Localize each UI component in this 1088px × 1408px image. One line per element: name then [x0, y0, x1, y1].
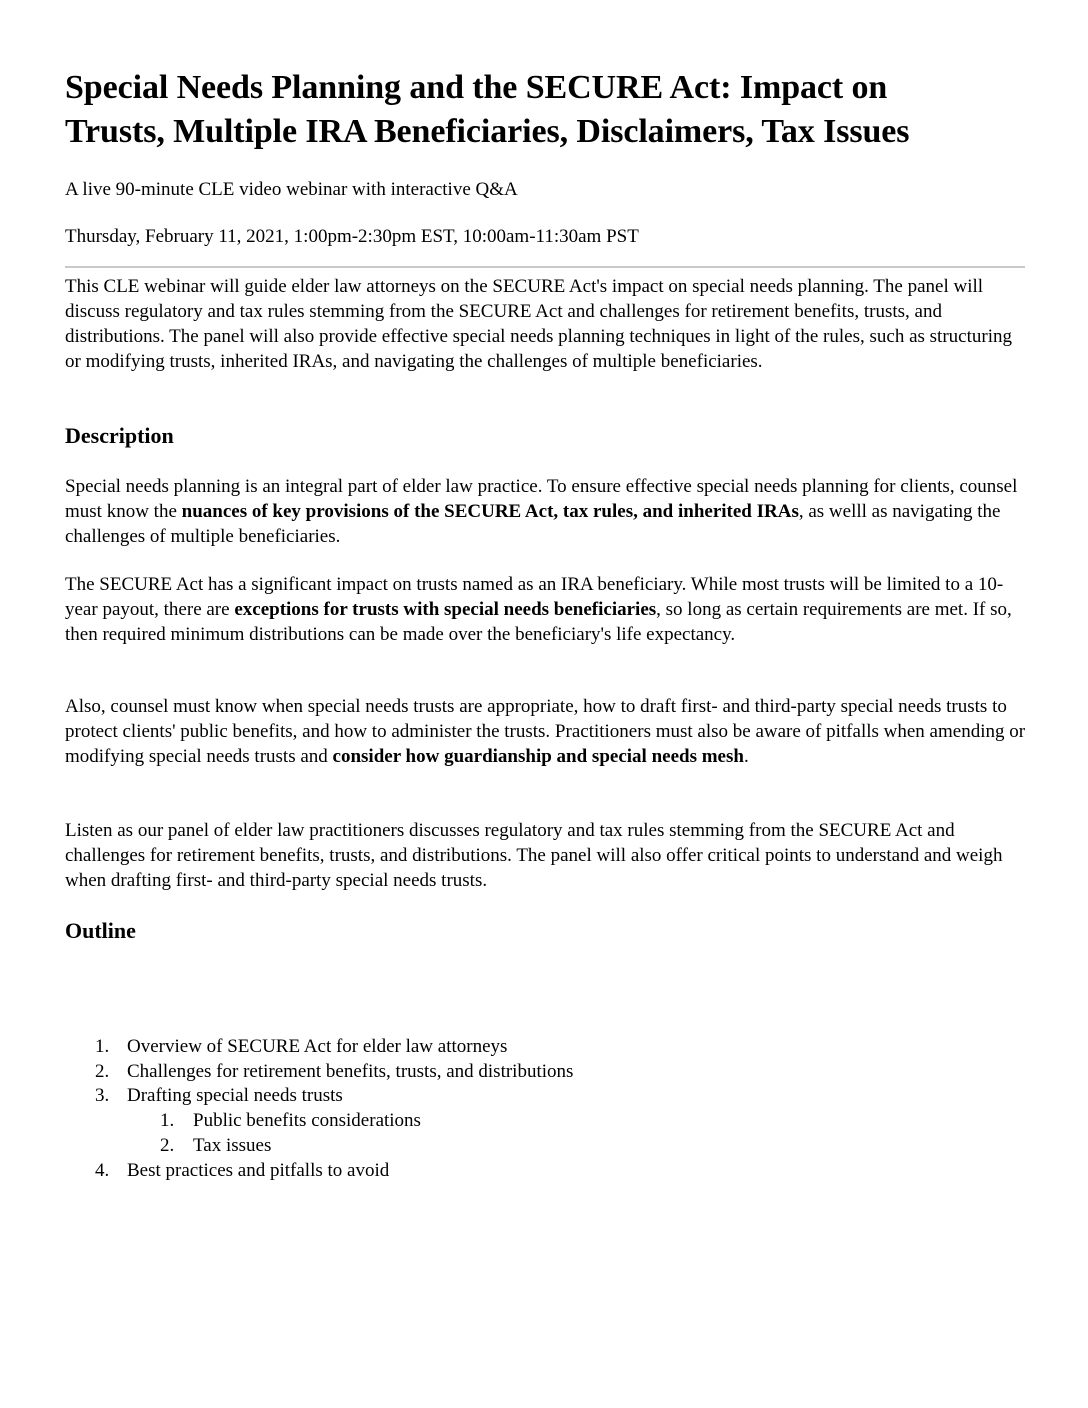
- list-item-text: Challenges for retirement benefits, trusts, and distributions: [127, 1060, 574, 1082]
- description-p1-text-end: , as welll as navigating the challenges of multiple beneficiaries.: [65, 501, 1001, 547]
- description-paragraph-1: [65, 474, 1027, 549]
- list-item-text: Best practices and pitfalls to avoid: [127, 1159, 390, 1181]
- list-item-number: 3.: [95, 1085, 110, 1107]
- outline-heading: Outline: [65, 918, 136, 943]
- description-p3-bold: consider how guardianship and special needs mesh: [332, 746, 744, 767]
- description-p2-text-end: , so long as certain requirements are met. If so, then required minimum distributions can be made over the beneficiary's life expectancy.: [65, 599, 1012, 645]
- horizontal-divider: [65, 266, 1025, 268]
- description-p2-bold: exceptions for trusts with special needs beneficiaries: [234, 599, 657, 620]
- outline-list: [65, 1035, 573, 1183]
- title-line-2: Trusts, Multiple IRA Beneficiaries, Disclaimers, Tax Issues: [65, 113, 910, 150]
- sub-list-item-text: Public benefits considerations: [193, 1110, 421, 1132]
- description-p2-text: The SECURE Act has a significant impact on trusts named as an IRA beneficiary. While most trusts will be limited to a 10-year payout, there are: [65, 574, 1004, 620]
- sub-list-item-text: Tax issues: [193, 1134, 272, 1156]
- description-p1-bold: nuances of key provisions of the SECURE Act, tax rules, and inherited IRAs: [181, 501, 799, 522]
- list-item-text: Drafting special needs trusts: [127, 1085, 343, 1107]
- webinar-subtitle: A live 90-minute CLE video webinar with interactive Q&A: [65, 179, 518, 200]
- description-paragraph-2: [65, 572, 1027, 647]
- description-paragraph-4: Listen as our panel of elder law practitioners discusses regulatory and tax rules stemming from the SECURE Act and challenges for retirement benefits, trusts, and distributions. The panel will also offer critical points to understand and weigh when drafting first- and third-party special needs trusts.: [65, 820, 1003, 891]
- sub-list-item-number: 1.: [160, 1110, 175, 1132]
- webinar-datetime: Thursday, February 11, 2021, 1:00pm-2:30pm EST, 10:00am-11:30am PST: [65, 226, 639, 247]
- page-title: [65, 66, 1027, 154]
- description-p1-text: Special needs planning is an integral part of elder law practice. To ensure effective special needs planning for clients, counsel must know the: [65, 476, 1018, 522]
- list-item-number: 2.: [95, 1060, 110, 1082]
- list-item-number: 1.: [95, 1036, 110, 1057]
- list-item: [65, 1084, 573, 1109]
- title-line-1: Special Needs Planning and the SECURE Act: Impact on: [65, 69, 888, 106]
- list-item-number: 4.: [95, 1159, 110, 1181]
- list-item: [65, 1159, 573, 1184]
- list-item: [65, 1060, 573, 1085]
- list-item-text: Overview of SECURE Act for elder law attorneys: [127, 1036, 508, 1057]
- description-heading: Description: [65, 423, 174, 448]
- document-page: [65, 66, 1027, 1181]
- description-paragraph-3: [65, 694, 1027, 769]
- summary-paragraph: This CLE webinar will guide elder law attorneys on the SECURE Act's impact on special needs planning. The panel will discuss regulatory and tax rules stemming from the SECURE Act and challenges for retirement benefits, trusts, and distributions. The panel will also provide effective special needs planning techniques in light of the rules, such as structuring or modifying trusts, inherited IRAs, and navigating the challenges of multiple beneficiaries.: [65, 276, 1012, 372]
- sub-list-item: [65, 1134, 573, 1159]
- description-p3-text-end: .: [743, 746, 749, 767]
- list-item: [65, 1035, 573, 1060]
- sub-list-item-number: 2.: [160, 1134, 175, 1156]
- sub-list-item: [65, 1109, 573, 1134]
- description-p3-text: Also, counsel must know when special needs trusts are appropriate, how to draft first- and third-party special needs trusts to protect clients' public benefits, and how to administer the trusts. Practitioners must also be aware of pitfalls when amending or modifying special needs trusts and: [65, 696, 1026, 767]
